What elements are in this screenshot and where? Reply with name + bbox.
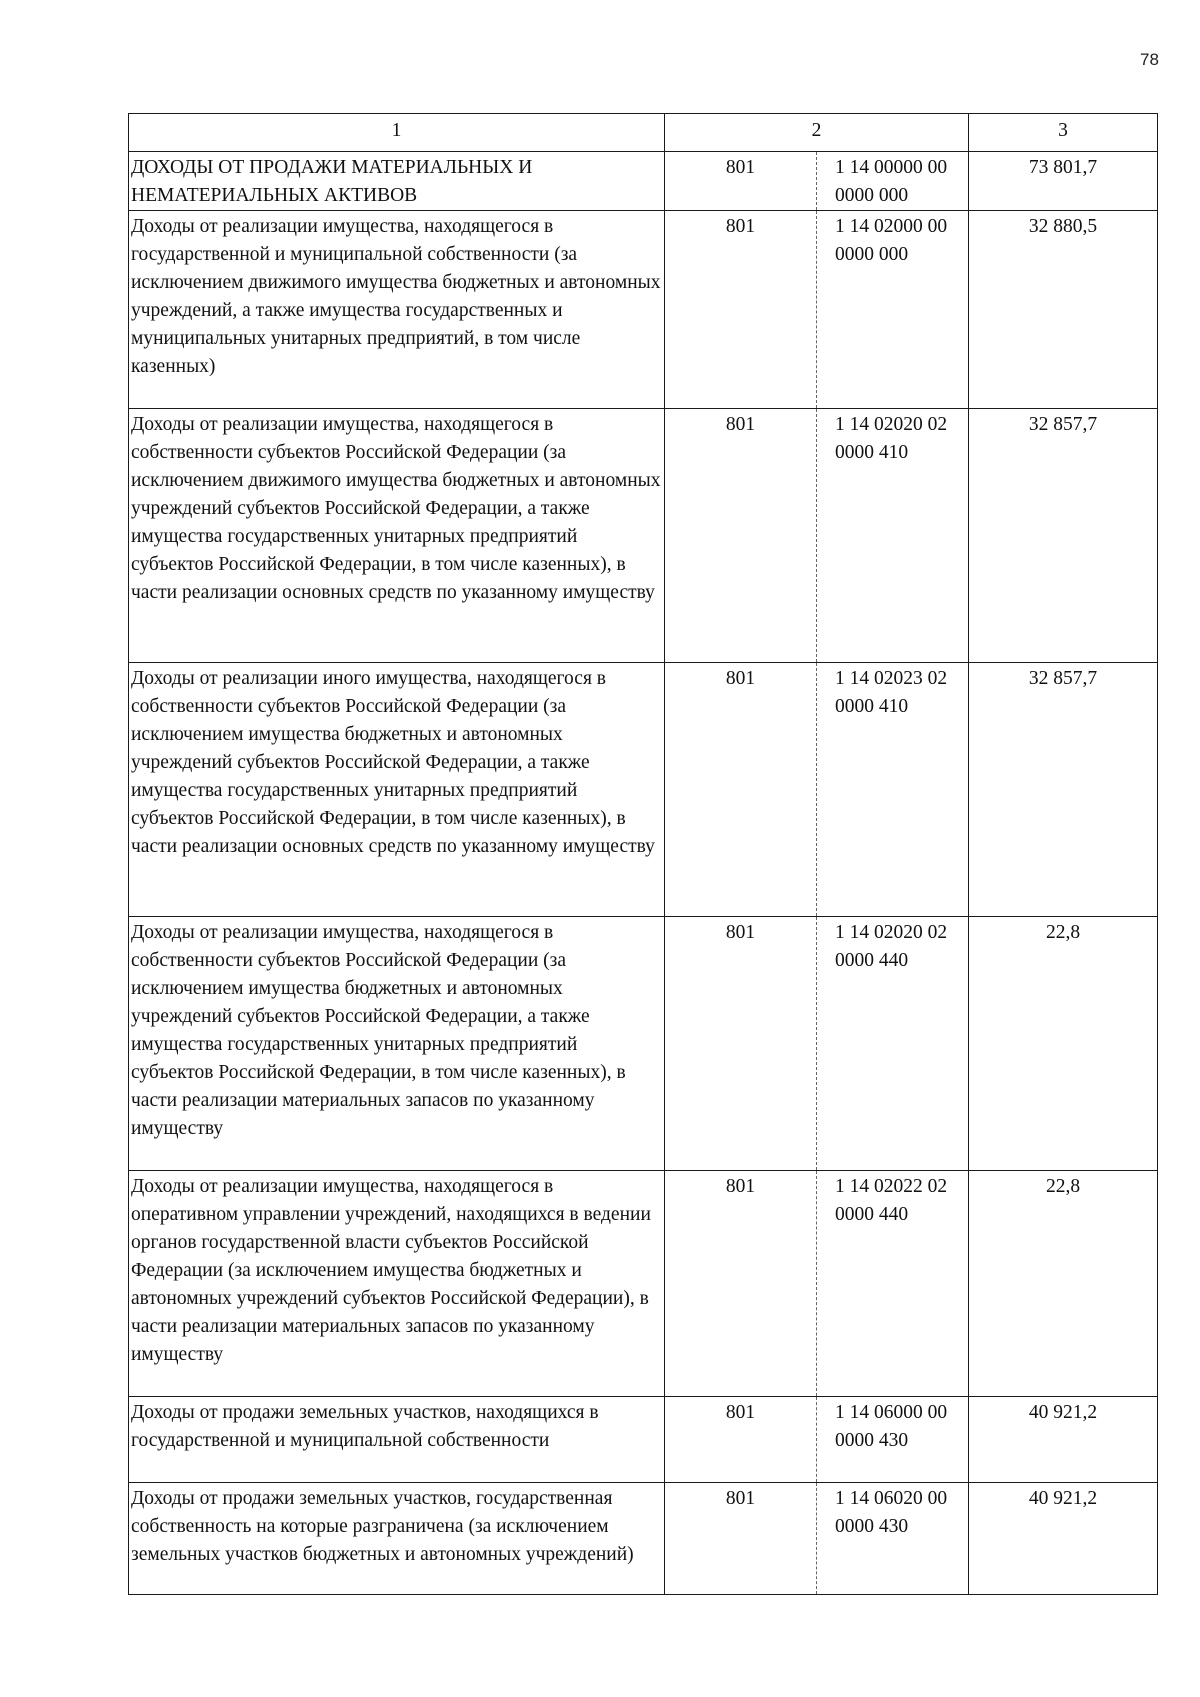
row-name: Доходы от реализации имущества, находящегося в собственности субъектов Российской Федерации (за исключением имущества бюджетных и автономных учреждений субъектов Российской Федерации, а также имущества государственных унитарных предприятий субъектов Российской Федерации, в том числе казенных), в части реализации материальных запасов по указанному имуществу [129,917,665,1171]
row-budget-code: 1 14 06020 00 0000 430 [817,1483,969,1595]
row-name: Доходы от продажи земельных участков, находящихся в государственной и муниципальной собственности [129,1397,665,1483]
row-name: Доходы от реализации имущества, находящегося в государственной и муниципальной собственности (за исключением движимого имущества бюджетных и автономных учреждений, а также имущества государственных и муниципальных унитарных предприятий, в том числе казенных) [129,211,665,409]
row-admin-code: 801 [665,409,817,663]
row-amount: 73 801,7 [969,152,1158,211]
row-amount: 32 880,5 [969,211,1158,409]
row-budget-code: 1 14 02022 02 0000 440 [817,1171,969,1397]
row-budget-code: 1 14 06000 00 0000 430 [817,1397,969,1483]
table-row [129,409,1158,663]
column-header-2: 2 [665,114,969,152]
row-name: Доходы от реализации имущества, находящегося в оперативном управлении учреждений, находящихся в ведении органов государственной власти субъектов Российской Федерации (за исключением имущества бюджетных и автономных учреждений субъектов Российской Федерации), в части реализации материальных запасов по указанному имуществу [129,1171,665,1397]
row-amount: 32 857,7 [969,663,1158,917]
row-budget-code: 1 14 02000 00 0000 000 [817,211,969,409]
table-row [129,1483,1158,1595]
row-admin-code: 801 [665,663,817,917]
row-admin-code: 801 [665,211,817,409]
budget-income-table [128,113,1158,1595]
table-row [129,211,1158,409]
row-budget-code: 1 14 02023 02 0000 410 [817,663,969,917]
row-amount: 22,8 [969,917,1158,1171]
table-header-row [129,114,1158,152]
row-amount: 32 857,7 [969,409,1158,663]
column-header-3: 3 [969,114,1158,152]
table-row [129,152,1158,211]
row-budget-code: 1 14 02020 02 0000 440 [817,917,969,1171]
row-name: Доходы от продажи земельных участков, государственная собственность на которые разграничена (за исключением земельных участков бюджетных и автономных учреждений) [129,1483,665,1595]
column-header-1: 1 [129,114,665,152]
row-admin-code: 801 [665,152,817,211]
row-name: Доходы от реализации иного имущества, находящегося в собственности субъектов Российской Федерации (за исключением имущества бюджетных и автономных учреждений субъектов Российской Федерации, а также имущества государственных унитарных предприятий субъектов Российской Федерации, в том числе казенных), в части реализации основных средств по указанному имуществу [129,663,665,917]
row-admin-code: 801 [665,1397,817,1483]
row-budget-code: 1 14 02020 02 0000 410 [817,409,969,663]
row-amount: 40 921,2 [969,1397,1158,1483]
row-amount: 40 921,2 [969,1483,1158,1595]
table-row [129,1397,1158,1483]
table-row [129,917,1158,1171]
row-admin-code: 801 [665,917,817,1171]
row-name: Доходы от реализации имущества, находящегося в собственности субъектов Российской Федерации (за исключением движимого имущества бюджетных и автономных учреждений субъектов Российской Федерации, а также имущества государственных унитарных предприятий субъектов Российской Федерации, в том числе казенных), в части реализации основных средств по указанному имуществу [129,409,665,663]
row-budget-code: 1 14 00000 00 0000 000 [817,152,969,211]
table-row [129,1171,1158,1397]
row-name: ДОХОДЫ ОТ ПРОДАЖИ МАТЕРИАЛЬНЫХ И НЕМАТЕРИАЛЬНЫХ АКТИВОВ [129,152,665,211]
page-number: 78 [1140,50,1159,69]
table-row [129,663,1158,917]
row-admin-code: 801 [665,1483,817,1595]
row-admin-code: 801 [665,1171,817,1397]
row-amount: 22,8 [969,1171,1158,1397]
